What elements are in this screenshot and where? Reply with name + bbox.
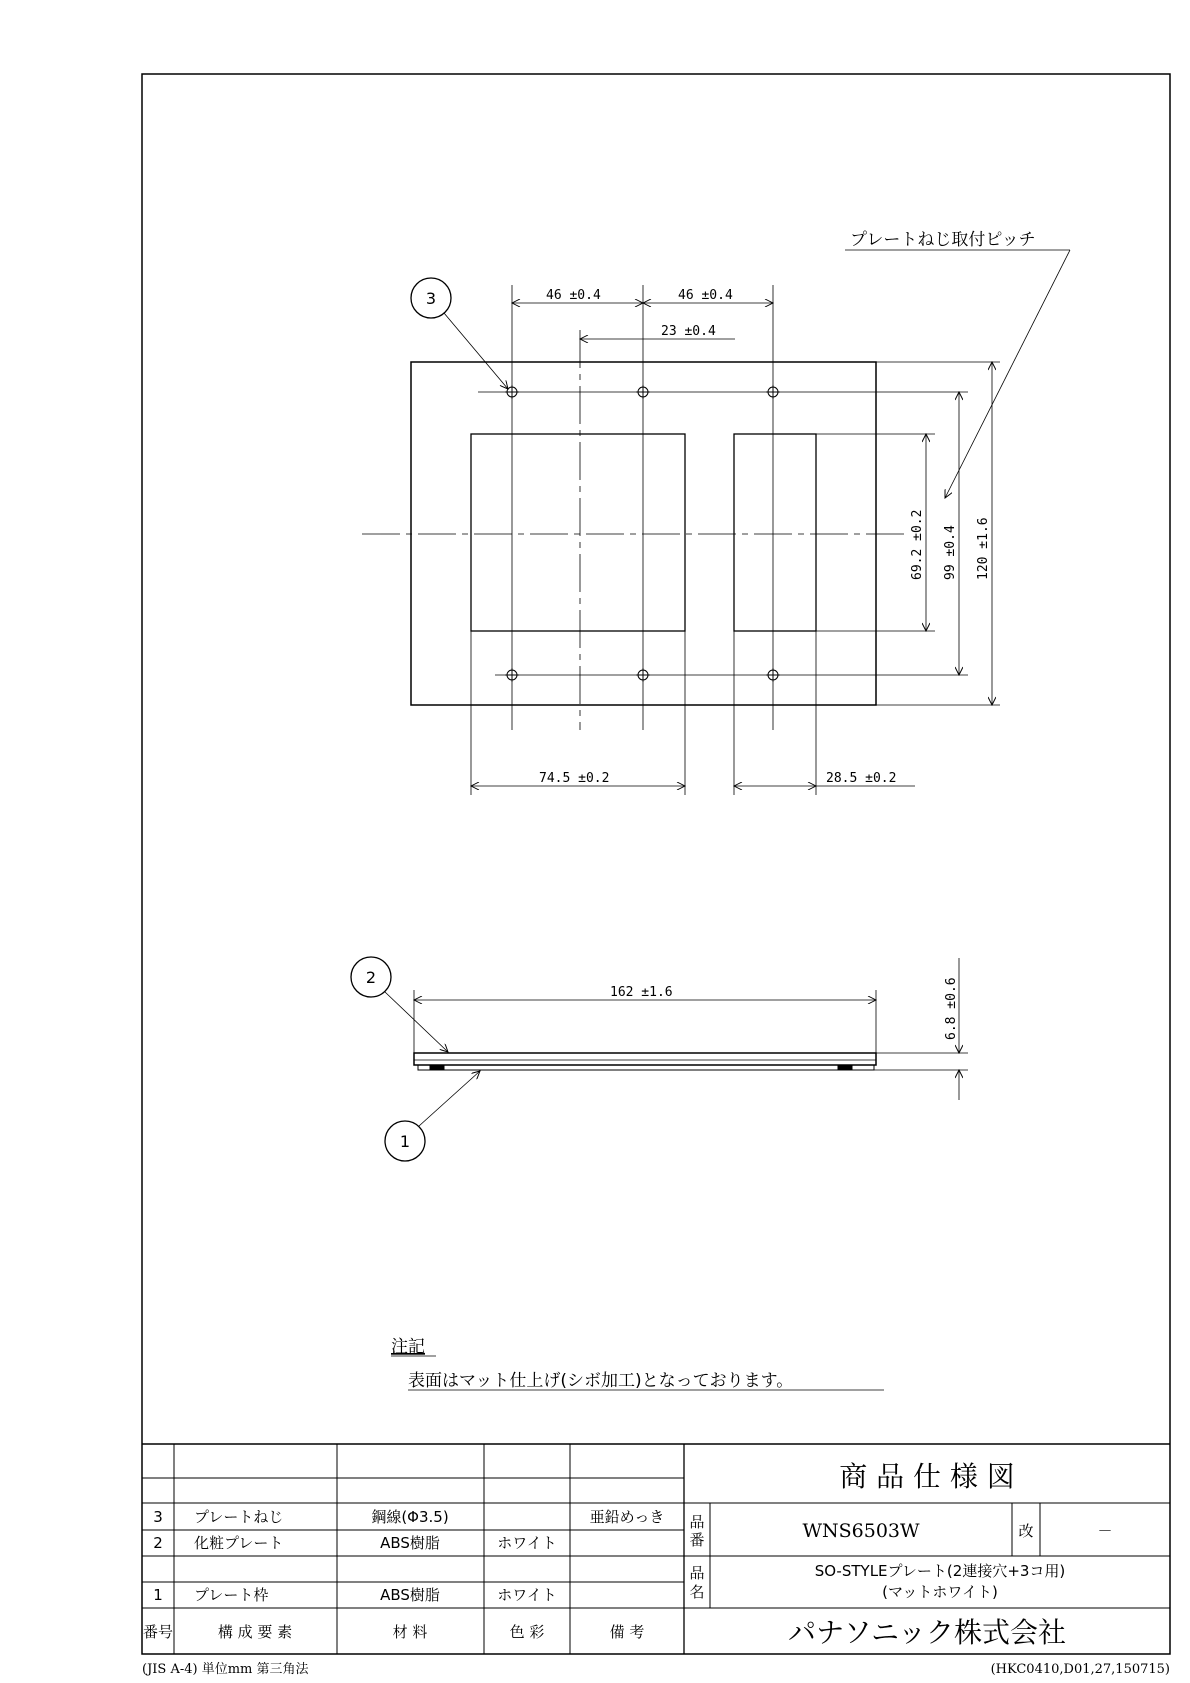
left-opening [471,434,685,631]
footer-right: (HKC0410,D01,27,150715) [990,1662,1170,1677]
part-no-label-2: 番 [689,1531,705,1549]
footer-left: (JIS A-4) 単位mm 第三角法 [142,1662,309,1677]
header-name: 構 成 要 素 [217,1623,293,1641]
name-label-2: 名 [689,1583,705,1601]
title-heading: 商 品 仕 様 図 [839,1460,1015,1493]
comp-3-no: 3 [153,1508,163,1526]
revision-value: － [1097,1522,1113,1540]
drawing-border [142,74,1170,1654]
dim-thickness: 6.8 ±0.6 [944,977,959,1040]
comp-2-no: 2 [153,1534,163,1552]
right-opening [734,434,816,631]
revision-label: 改 [1018,1522,1034,1540]
comp-3-remarks: 亜鉛めっき [589,1508,665,1526]
part-number: WNS6503W [802,1520,920,1542]
company-name: パナソニック株式会社 [787,1616,1067,1649]
dim-plate-width: 162 ±1.6 [610,985,673,1000]
screw-marks [505,385,780,682]
plate-outline [411,362,876,705]
header-color: 色 彩 [509,1623,545,1641]
balloon-1-label: 1 [399,1132,411,1151]
part-no-label-1: 品 [689,1513,705,1531]
comp-1-color: ホワイト [497,1586,557,1604]
name-label-1: 品 [689,1564,705,1582]
notes-body: 表面はマット仕上げ(シボ加工)となっております。 [408,1371,794,1391]
dim-top-right: 46 ±0.4 [678,288,733,303]
header-material: 材 料 [392,1623,428,1641]
comp-3-name: プレートねじ [194,1508,284,1526]
dim-top-left: 46 ±0.4 [546,288,601,303]
comp-2-color: ホワイト [497,1534,557,1552]
comp-2-material: ABS樹脂 [380,1534,440,1552]
comp-3-material: 鋼線(Φ3.5) [371,1508,449,1526]
dim-left-opening-width: 74.5 ±0.2 [539,771,610,786]
comp-1-material: ABS樹脂 [380,1586,440,1604]
notes-title: 注記 [391,1337,425,1357]
product-name-line2: (マットホワイト) [882,1583,998,1601]
product-name-line1: SO-STYLEプレート(2連接穴+3コ用) [814,1562,1066,1580]
balloon-3-label: 3 [425,289,437,308]
comp-1-name: プレート枠 [194,1586,269,1604]
dim-center-offset: 23 ±0.4 [661,324,716,339]
side-plate [414,1053,876,1065]
dim-pitch-height: 99 ±0.4 [943,525,958,580]
dim-opening-height: 69.2 ±0.2 [910,509,925,580]
dim-right-opening-width: 28.5 ±0.2 [826,771,897,786]
comp-1-no: 1 [153,1586,163,1604]
header-remarks: 備 考 [609,1623,645,1641]
front-view [362,250,1070,795]
pitch-label: プレートねじ取付ピッチ [850,230,1036,250]
balloon-2-label: 2 [365,968,377,987]
comp-2-name: 化粧プレート [194,1534,284,1552]
dim-plate-height: 120 ±1.6 [976,517,991,580]
header-no: 番号 [142,1623,174,1641]
